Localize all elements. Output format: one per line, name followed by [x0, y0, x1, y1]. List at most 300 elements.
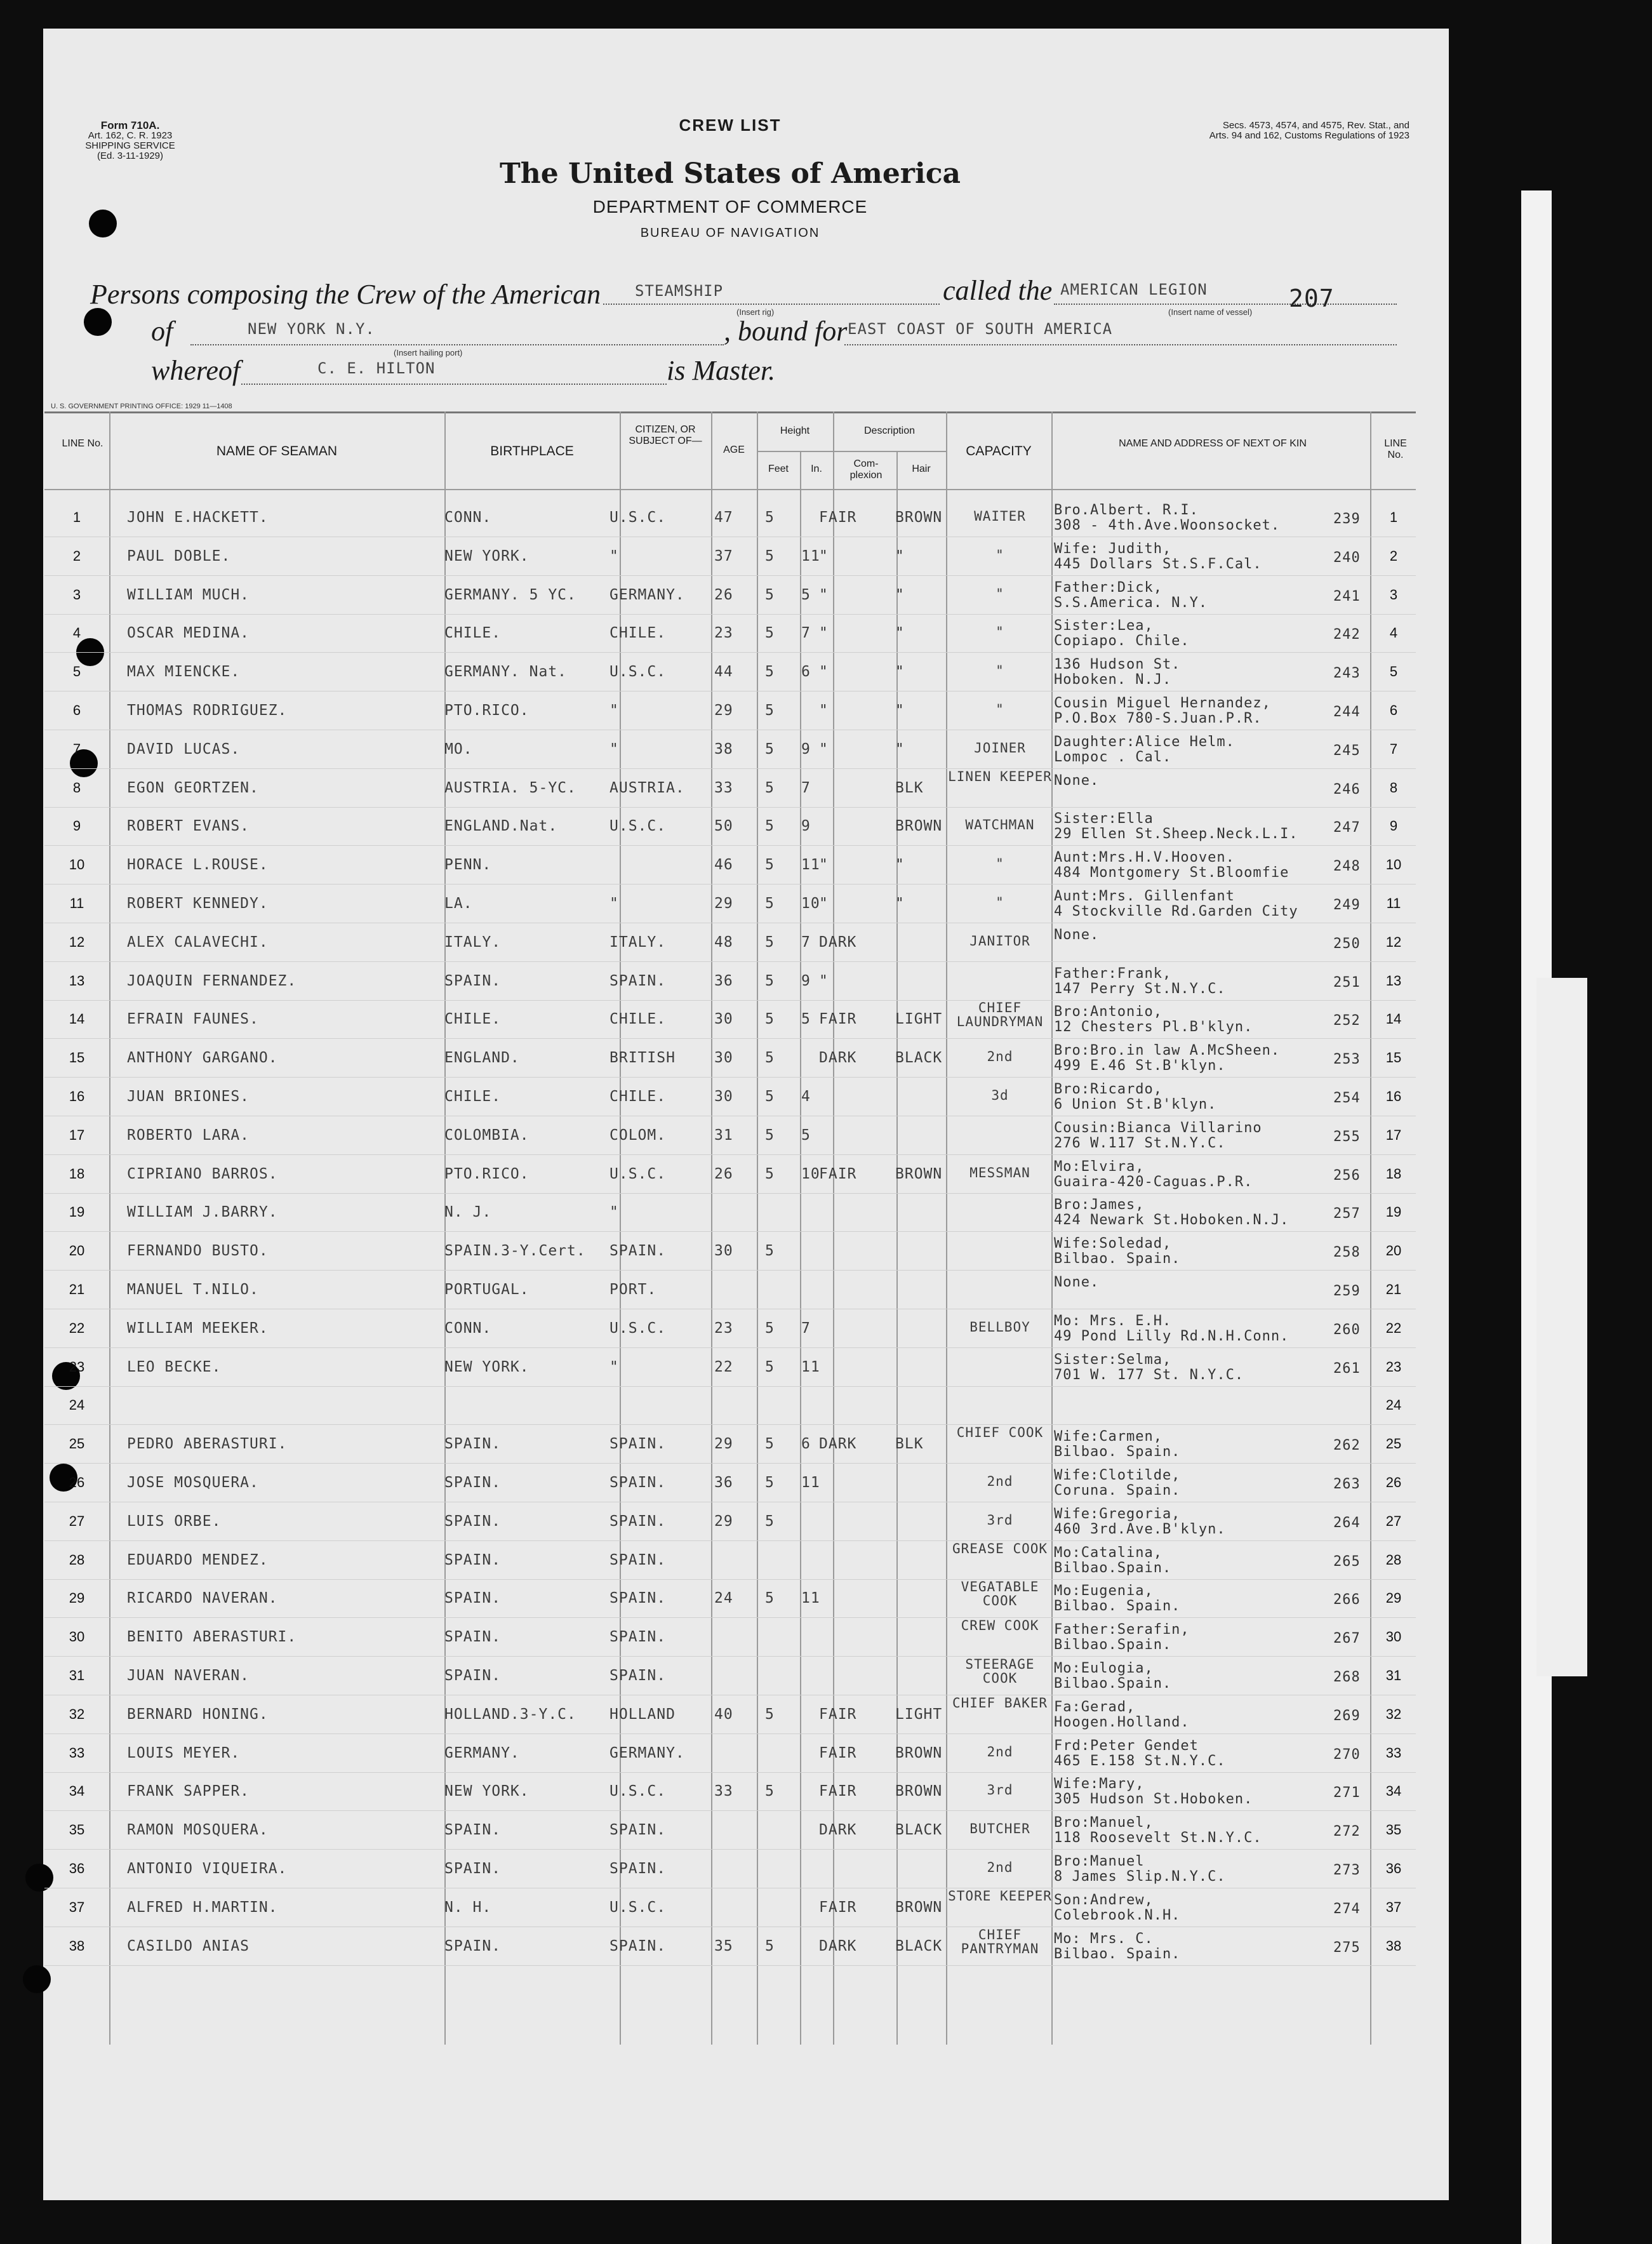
cell-in: 9 — [801, 818, 811, 835]
cell-age: 30 — [714, 1050, 733, 1067]
cell-comp: FAIR — [819, 509, 857, 526]
line-number: 1 — [72, 509, 81, 525]
kin-name: Sister:Ella — [1054, 811, 1154, 827]
cell-cit: GERMANY. — [610, 1744, 685, 1761]
cell-ft: 5 — [765, 509, 775, 526]
cell-cit: AUSTRIA. — [610, 779, 685, 796]
line-number: 26 — [69, 1474, 85, 1490]
cell-in: 7 — [801, 779, 811, 796]
cell-name: CIPRIANO BARROS. — [127, 1165, 278, 1182]
cell-hair: LIGHT — [895, 1706, 943, 1723]
department-heading: DEPARTMENT OF COMMERCE — [592, 197, 868, 217]
vessel-name-hint: (Insert name of vessel) — [1168, 307, 1253, 317]
kin-name: Son:Andrew, — [1054, 1892, 1154, 1908]
cell-age: 23 — [714, 1319, 733, 1337]
cell-comp: FAIR — [819, 1783, 857, 1800]
kin-id: 242 — [1333, 627, 1361, 643]
cell-ft: 5 — [765, 1474, 775, 1491]
cell-cit: " — [610, 895, 619, 912]
table-row — [0, 1773, 1402, 1811]
cell-name: EGON GEORTZEN. — [127, 779, 259, 796]
table-row — [0, 1812, 1402, 1850]
cell-name: ALEX CALAVECHI. — [127, 933, 269, 951]
rig-value: STEAMSHIP — [635, 282, 724, 300]
cell-ft: 5 — [765, 1358, 775, 1375]
kin-id: 273 — [1333, 1862, 1361, 1878]
cell-birth: SPAIN. — [444, 1822, 502, 1839]
cell-birth: AUSTRIA. 5-YC. — [444, 779, 576, 796]
line-number: 24 — [69, 1397, 85, 1413]
cell-cit: U.S.C. — [610, 509, 667, 526]
kin-address: Coruna. Spain. — [1054, 1483, 1181, 1499]
cell-hair: BROWN — [895, 1783, 943, 1800]
kin-name: Sister:Selma, — [1054, 1351, 1172, 1368]
kin-address: Hoboken. N.J. — [1054, 672, 1172, 688]
line-number: 3 — [72, 586, 81, 603]
cell-birth: SPAIN. — [444, 1937, 502, 1954]
cell-in: 7 — [801, 1319, 811, 1337]
table-row — [0, 1232, 1402, 1271]
kin-address: Bilbao. Spain. — [1054, 1598, 1181, 1615]
kin-address: Hoogen.Holland. — [1054, 1714, 1190, 1730]
kin-id: 259 — [1333, 1283, 1361, 1299]
kin-id: 265 — [1333, 1553, 1361, 1570]
crew-label: Persons composing the Crew of the American — [90, 279, 601, 310]
cell-comp: " — [819, 586, 829, 603]
cell-cit: SPAIN. — [610, 1243, 667, 1260]
line-number-right: 20 — [1385, 1243, 1402, 1259]
cell-name: DAVID LUCAS. — [127, 740, 241, 758]
cell-in: 7 — [801, 625, 811, 642]
kin-id: 267 — [1333, 1631, 1361, 1647]
kin-id: 245 — [1333, 742, 1361, 759]
cell-birth: SPAIN. — [444, 1590, 502, 1607]
kin-name: Mo:Catalina, — [1054, 1544, 1162, 1561]
line-number-right: 37 — [1385, 1899, 1402, 1915]
kin-id: 247 — [1333, 820, 1361, 836]
cell-comp: " — [819, 857, 829, 874]
cell-cit: CHILE. — [610, 1088, 667, 1105]
table-row — [0, 1078, 1402, 1116]
line-number-right: 6 — [1389, 702, 1398, 718]
cell-hair: BLACK — [895, 1050, 943, 1067]
line-number: 30 — [69, 1629, 85, 1645]
cell-cap: 2nd — [987, 1860, 1013, 1875]
cell-ft: 5 — [765, 1706, 775, 1723]
kin-id: 248 — [1333, 858, 1361, 875]
cell-name: WILLIAM J.BARRY. — [127, 1204, 278, 1221]
line-number: 2 — [72, 547, 81, 564]
kin-address: Bilbao. Spain. — [1054, 1444, 1181, 1460]
line-number-right: 35 — [1385, 1822, 1402, 1838]
cell-ft: 5 — [765, 779, 775, 796]
kin-name: Wife:Soledad, — [1054, 1236, 1172, 1252]
cell-age: 29 — [714, 1436, 733, 1453]
line-number: 10 — [69, 857, 85, 873]
cell-cit: SPAIN. — [610, 1551, 667, 1568]
cell-age: 47 — [714, 509, 733, 526]
cell-name: JUAN NAVERAN. — [127, 1667, 250, 1684]
cell-comp: " — [819, 664, 829, 681]
kin-name: Mo:Eugenia, — [1054, 1583, 1154, 1600]
cell-name: ROBERT KENNEDY. — [127, 895, 269, 912]
cell-cit: BRITISH — [610, 1050, 676, 1067]
cell-cit: CHILE. — [610, 1011, 667, 1028]
line-number-right: 16 — [1385, 1088, 1402, 1104]
kin-address: 147 Perry St.N.Y.C. — [1054, 980, 1226, 997]
cell-comp: DARK — [819, 933, 857, 951]
cell-cit: U.S.C. — [610, 664, 667, 681]
line-number-right: 30 — [1385, 1629, 1402, 1645]
line-number: 13 — [69, 972, 85, 989]
line-number: 33 — [69, 1744, 85, 1761]
cell-comp: FAIR — [819, 1706, 857, 1723]
kin-address: Copiapo. Chile. — [1054, 633, 1190, 650]
cell-in: 11 — [801, 547, 820, 564]
kin-id: 246 — [1333, 781, 1361, 798]
cell-cap: " — [996, 856, 1004, 872]
table-row — [0, 768, 1398, 808]
cell-birth: CONN. — [444, 509, 492, 526]
table-row — [0, 499, 1398, 537]
cell-age: 38 — [714, 740, 733, 758]
cell-cap: CHIEF LAUNDRYMAN — [956, 1000, 1044, 1030]
cell-comp: DARK — [819, 1822, 857, 1839]
cell-cit: SPAIN. — [610, 1860, 667, 1877]
header-age: AGE — [723, 444, 745, 455]
cell-birth: N. H. — [444, 1899, 492, 1916]
kin-name: Frd:Peter Gendet — [1054, 1737, 1199, 1754]
table-row — [0, 924, 1402, 962]
vessel-name: AMERICAN LEGION — [1060, 281, 1208, 298]
kin-id: 254 — [1333, 1090, 1361, 1106]
table-row — [0, 577, 1398, 615]
cell-cap: MESSMAN — [969, 1165, 1030, 1180]
kin-name: Aunt:Mrs.H.V.Hooven. — [1054, 850, 1235, 866]
kin-name: Cousin:Bianca Villarino — [1054, 1119, 1262, 1136]
cell-birth: SPAIN. — [444, 1551, 502, 1568]
cell-name: EDUARDO MENDEZ. — [127, 1551, 269, 1568]
cell-age: 48 — [714, 933, 733, 951]
line-number-right: 36 — [1385, 1860, 1402, 1876]
line-number: 11 — [69, 895, 84, 911]
cell-hair: " — [895, 586, 905, 603]
table-row — [0, 1117, 1402, 1155]
cell-birth: ENGLAND. — [444, 1050, 520, 1067]
cell-cap: JANITOR — [969, 933, 1030, 949]
cell-age: 31 — [714, 1126, 733, 1144]
cell-birth: SPAIN. — [444, 1474, 502, 1491]
kin-id: 258 — [1333, 1245, 1361, 1261]
kin-address: 276 W.117 St.N.Y.C. — [1054, 1135, 1226, 1151]
cell-name: JOAQUIN FERNANDEZ. — [127, 972, 297, 989]
cell-cap: STORE KEEPER — [948, 1888, 1052, 1904]
cell-comp: FAIR — [819, 1011, 857, 1028]
line-number: 19 — [69, 1204, 85, 1220]
cell-hair: LIGHT — [895, 1011, 943, 1028]
cell-birth: SPAIN. — [444, 1860, 502, 1877]
cell-name: FRANK SAPPER. — [127, 1783, 250, 1800]
kin-id: 252 — [1333, 1013, 1361, 1029]
cell-hair: BLK — [895, 779, 924, 796]
cell-hair: BROWN — [895, 1165, 943, 1182]
kin-name: Bro:James, — [1054, 1197, 1145, 1213]
cell-ft: 5 — [765, 1590, 775, 1607]
header-line-no-right: LINE No. — [1384, 438, 1407, 460]
cell-cap: 3rd — [987, 1512, 1013, 1528]
kin-address: 484 Montgomery St.Bloomfie — [1054, 865, 1289, 881]
header-inches: In. — [811, 464, 822, 474]
cell-cit: SPAIN. — [610, 1629, 667, 1646]
cell-hair: " — [895, 857, 905, 874]
kin-name: Fa:Gerad, — [1054, 1699, 1136, 1715]
punch-hole — [89, 210, 117, 237]
cell-comp: " — [819, 740, 829, 758]
cell-cap: 3d — [991, 1088, 1009, 1103]
cell-cit: SPAIN. — [610, 1822, 667, 1839]
line-number-right: 33 — [1385, 1744, 1402, 1761]
cell-cap: GREASE COOK — [952, 1540, 1048, 1556]
cell-ft: 5 — [765, 547, 775, 564]
cell-cap: BELLBOY — [969, 1319, 1030, 1335]
cell-cit: " — [610, 1358, 619, 1375]
line-number-right: 38 — [1385, 1937, 1402, 1954]
cell-cap: 2nd — [987, 1744, 1013, 1760]
kin-id: 261 — [1333, 1360, 1361, 1377]
hailing-port: NEW YORK N.Y. — [248, 320, 375, 338]
kin-address: 499 E.46 St.B'klyn. — [1054, 1058, 1226, 1074]
kin-id: 250 — [1333, 935, 1361, 952]
table-row — [0, 885, 1401, 923]
whereof-label: whereof — [151, 355, 241, 386]
cell-comp: DARK — [819, 1937, 857, 1954]
cell-in: 11 — [801, 1358, 820, 1375]
kin-id: 244 — [1333, 704, 1361, 720]
cell-birth: CHILE. — [444, 625, 502, 642]
kin-name: Father:Serafin, — [1054, 1622, 1190, 1638]
kin-id: 241 — [1333, 588, 1361, 604]
kin-address: 12 Chesters Pl.B'klyn. — [1054, 1019, 1253, 1036]
kin-id: 255 — [1333, 1128, 1361, 1145]
cell-ft: 5 — [765, 1088, 775, 1105]
kin-name: Wife:Mary, — [1054, 1776, 1145, 1793]
cell-ft: 5 — [765, 1937, 775, 1954]
cell-age: 36 — [714, 972, 733, 989]
cell-name: OSCAR MEDINA. — [127, 625, 250, 642]
header-feet: Feet — [768, 464, 789, 474]
cell-name: RAMON MOSQUERA. — [127, 1822, 269, 1839]
kin-id: 270 — [1333, 1746, 1361, 1763]
line-number-right: 21 — [1385, 1281, 1402, 1297]
cell-ft: 5 — [765, 972, 775, 989]
cell-cit: " — [610, 740, 619, 758]
cell-cap: " — [996, 624, 1004, 640]
cell-age: 24 — [714, 1590, 733, 1607]
cell-cap: CREW COOK — [961, 1618, 1039, 1634]
kin-id: 243 — [1333, 665, 1361, 682]
line-number: 6 — [72, 702, 81, 718]
cell-ft: 5 — [765, 1513, 775, 1530]
cell-cit: U.S.C. — [610, 1165, 667, 1182]
kin-name: Bro:Manuel — [1054, 1853, 1145, 1869]
cell-ft: 5 — [765, 1050, 775, 1067]
cell-hair: BROWN — [895, 509, 943, 526]
cell-birth: SPAIN. — [444, 1629, 502, 1646]
line-number: 23 — [69, 1358, 85, 1375]
table-row — [0, 1850, 1402, 1888]
kin-name: Wife:Carmen, — [1054, 1429, 1162, 1445]
line-number-right: 24 — [1385, 1397, 1402, 1413]
cell-comp: DARK — [819, 1436, 857, 1453]
cell-cit: " — [610, 547, 619, 564]
cell-hair: " — [895, 625, 905, 642]
cell-name: BERNARD HONING. — [127, 1706, 269, 1723]
cell-ft: 5 — [765, 586, 775, 603]
cell-cap: " — [996, 585, 1004, 601]
header-height: Height — [780, 425, 810, 436]
line-number: 5 — [72, 664, 81, 680]
cell-hair: " — [895, 547, 905, 564]
kin-id: 264 — [1333, 1514, 1361, 1531]
kin-name: Wife:Gregoria, — [1054, 1506, 1181, 1522]
cell-cit: " — [610, 702, 619, 719]
cell-ft: 5 — [765, 1243, 775, 1260]
line-number: 15 — [69, 1050, 85, 1066]
line-number-right: 29 — [1385, 1590, 1402, 1606]
cell-age: 44 — [714, 664, 733, 681]
line-number: 7 — [72, 740, 81, 757]
cell-comp: " — [819, 702, 829, 719]
line-number-right: 10 — [1385, 857, 1402, 873]
header-birthplace: BIRTHPLACE — [490, 444, 574, 458]
kin-address: 445 Dollars St.S.F.Cal. — [1054, 556, 1262, 572]
kin-id: 268 — [1333, 1669, 1361, 1685]
cell-ft: 5 — [765, 664, 775, 681]
kin-name: Cousin Miguel Hernandez, — [1054, 695, 1271, 711]
header-citizen: CITIZEN, OR SUBJECT OF— — [629, 424, 702, 446]
cell-cap: " — [996, 663, 1004, 679]
line-number-right: 5 — [1389, 664, 1398, 680]
cell-age: 22 — [714, 1358, 733, 1375]
kin-name: Bro.Albert. R.I. — [1054, 502, 1199, 518]
cell-cit: U.S.C. — [610, 1899, 667, 1916]
table-row — [0, 846, 1402, 885]
cell-birth: COLOMBIA. — [444, 1126, 530, 1144]
cell-birth: HOLLAND.3-Y.C. — [444, 1706, 576, 1723]
cell-birth: N. J. — [444, 1204, 492, 1221]
cell-cap: WAITER — [974, 509, 1026, 524]
header-kin: NAME AND ADDRESS OF NEXT OF KIN — [1119, 438, 1307, 449]
header-complexion: Com-plexion — [849, 458, 883, 481]
line-number-right: 34 — [1385, 1783, 1402, 1800]
cell-cap: VEGATABLE COOK — [961, 1579, 1039, 1609]
table-row — [0, 1927, 1402, 1966]
line-number-right: 28 — [1385, 1551, 1402, 1568]
cell-age: 29 — [714, 1513, 733, 1530]
statute-reference: Secs. 4573, 4574, and 4575, Rev. Stat., and Arts. 94 and 162, Customs Regulations of 1923 — [1209, 120, 1409, 141]
cell-age: 46 — [714, 857, 733, 874]
line-number: 34 — [69, 1783, 85, 1800]
punch-hole — [23, 1965, 51, 1993]
kin-name: Father:Frank, — [1054, 965, 1172, 982]
table-row — [0, 1657, 1402, 1695]
cell-ft: 5 — [765, 818, 775, 835]
kin-name: Daughter:Alice Helm. — [1054, 733, 1235, 750]
called-label: called the — [943, 275, 1053, 306]
table-row — [0, 1349, 1402, 1387]
cell-cap: BUTCHER — [969, 1821, 1030, 1837]
cell-name: ANTONIO VIQUEIRA. — [127, 1860, 288, 1877]
kin-address: P.O.Box 780-S.Juan.P.R. — [1054, 711, 1262, 726]
cell-ft: 5 — [765, 933, 775, 951]
cell-birth: PORTUGAL. — [444, 1281, 530, 1298]
cell-age: 23 — [714, 625, 733, 642]
cell-in: 11 — [801, 1474, 820, 1491]
line-number: 29 — [69, 1590, 85, 1606]
country-heading: The United States of America — [499, 157, 961, 190]
cell-birth: SPAIN. — [444, 1436, 502, 1453]
table-row — [0, 808, 1398, 846]
cell-in: 5 — [801, 586, 811, 603]
cell-age: 30 — [714, 1088, 733, 1105]
kin-name: Wife: Judith, — [1054, 540, 1172, 557]
cell-in: 10 — [801, 1165, 820, 1182]
cell-in: 11 — [801, 857, 820, 874]
cell-hair: BROWN — [895, 818, 943, 835]
kin-address: Bilbao.Spain. — [1054, 1676, 1172, 1692]
cell-name: HORACE L.ROUSE. — [127, 857, 269, 874]
kin-id: 263 — [1333, 1476, 1361, 1492]
cell-cap: CHIEF PANTRYMAN — [961, 1927, 1039, 1956]
cell-name: CASILDO ANIAS — [127, 1937, 250, 1954]
cell-hair: BLACK — [895, 1937, 943, 1954]
table-row — [0, 1540, 1402, 1580]
kin-name: Sister:Lea, — [1054, 618, 1154, 634]
cell-cit: U.S.C. — [610, 1783, 667, 1800]
line-number-right: 9 — [1389, 818, 1398, 834]
cell-birth: NEW YORK. — [444, 547, 530, 564]
cell-age: 35 — [714, 1937, 733, 1954]
kin-address: Bilbao. Spain. — [1054, 1251, 1181, 1267]
cell-cap: " — [996, 547, 1004, 563]
destination: EAST COAST OF SOUTH AMERICA — [848, 320, 1113, 338]
line-number: 32 — [69, 1706, 85, 1722]
line-number: 38 — [69, 1937, 85, 1954]
cell-in: 11 — [801, 1590, 820, 1607]
cell-age: 50 — [714, 818, 733, 835]
vessel-number: 207 — [1289, 284, 1335, 312]
cell-cap: 3rd — [987, 1782, 1013, 1798]
cell-age: 26 — [714, 586, 733, 603]
kin-name: Mo:Elvira, — [1054, 1158, 1145, 1175]
kin-name: Mo:Eulogia, — [1054, 1660, 1154, 1676]
cell-cit: PORT. — [610, 1281, 657, 1298]
cell-comp: " — [819, 547, 829, 564]
table-row — [0, 692, 1398, 730]
line-number-right: 31 — [1385, 1667, 1402, 1683]
kin-name: None. — [1054, 926, 1100, 943]
cell-hair: BROWN — [895, 1899, 943, 1916]
cell-name: THOMAS RODRIGUEZ. — [127, 702, 288, 719]
cell-comp: " — [819, 625, 829, 642]
cell-comp: FAIR — [819, 1899, 857, 1916]
line-number: 18 — [69, 1165, 85, 1182]
line-number: 9 — [72, 818, 81, 834]
cell-cit: HOLLAND — [610, 1706, 676, 1723]
cell-birth: PTO.RICO. — [444, 702, 530, 719]
cell-cit: CHILE. — [610, 625, 667, 642]
cell-name: ALFRED H.MARTIN. — [127, 1899, 278, 1916]
